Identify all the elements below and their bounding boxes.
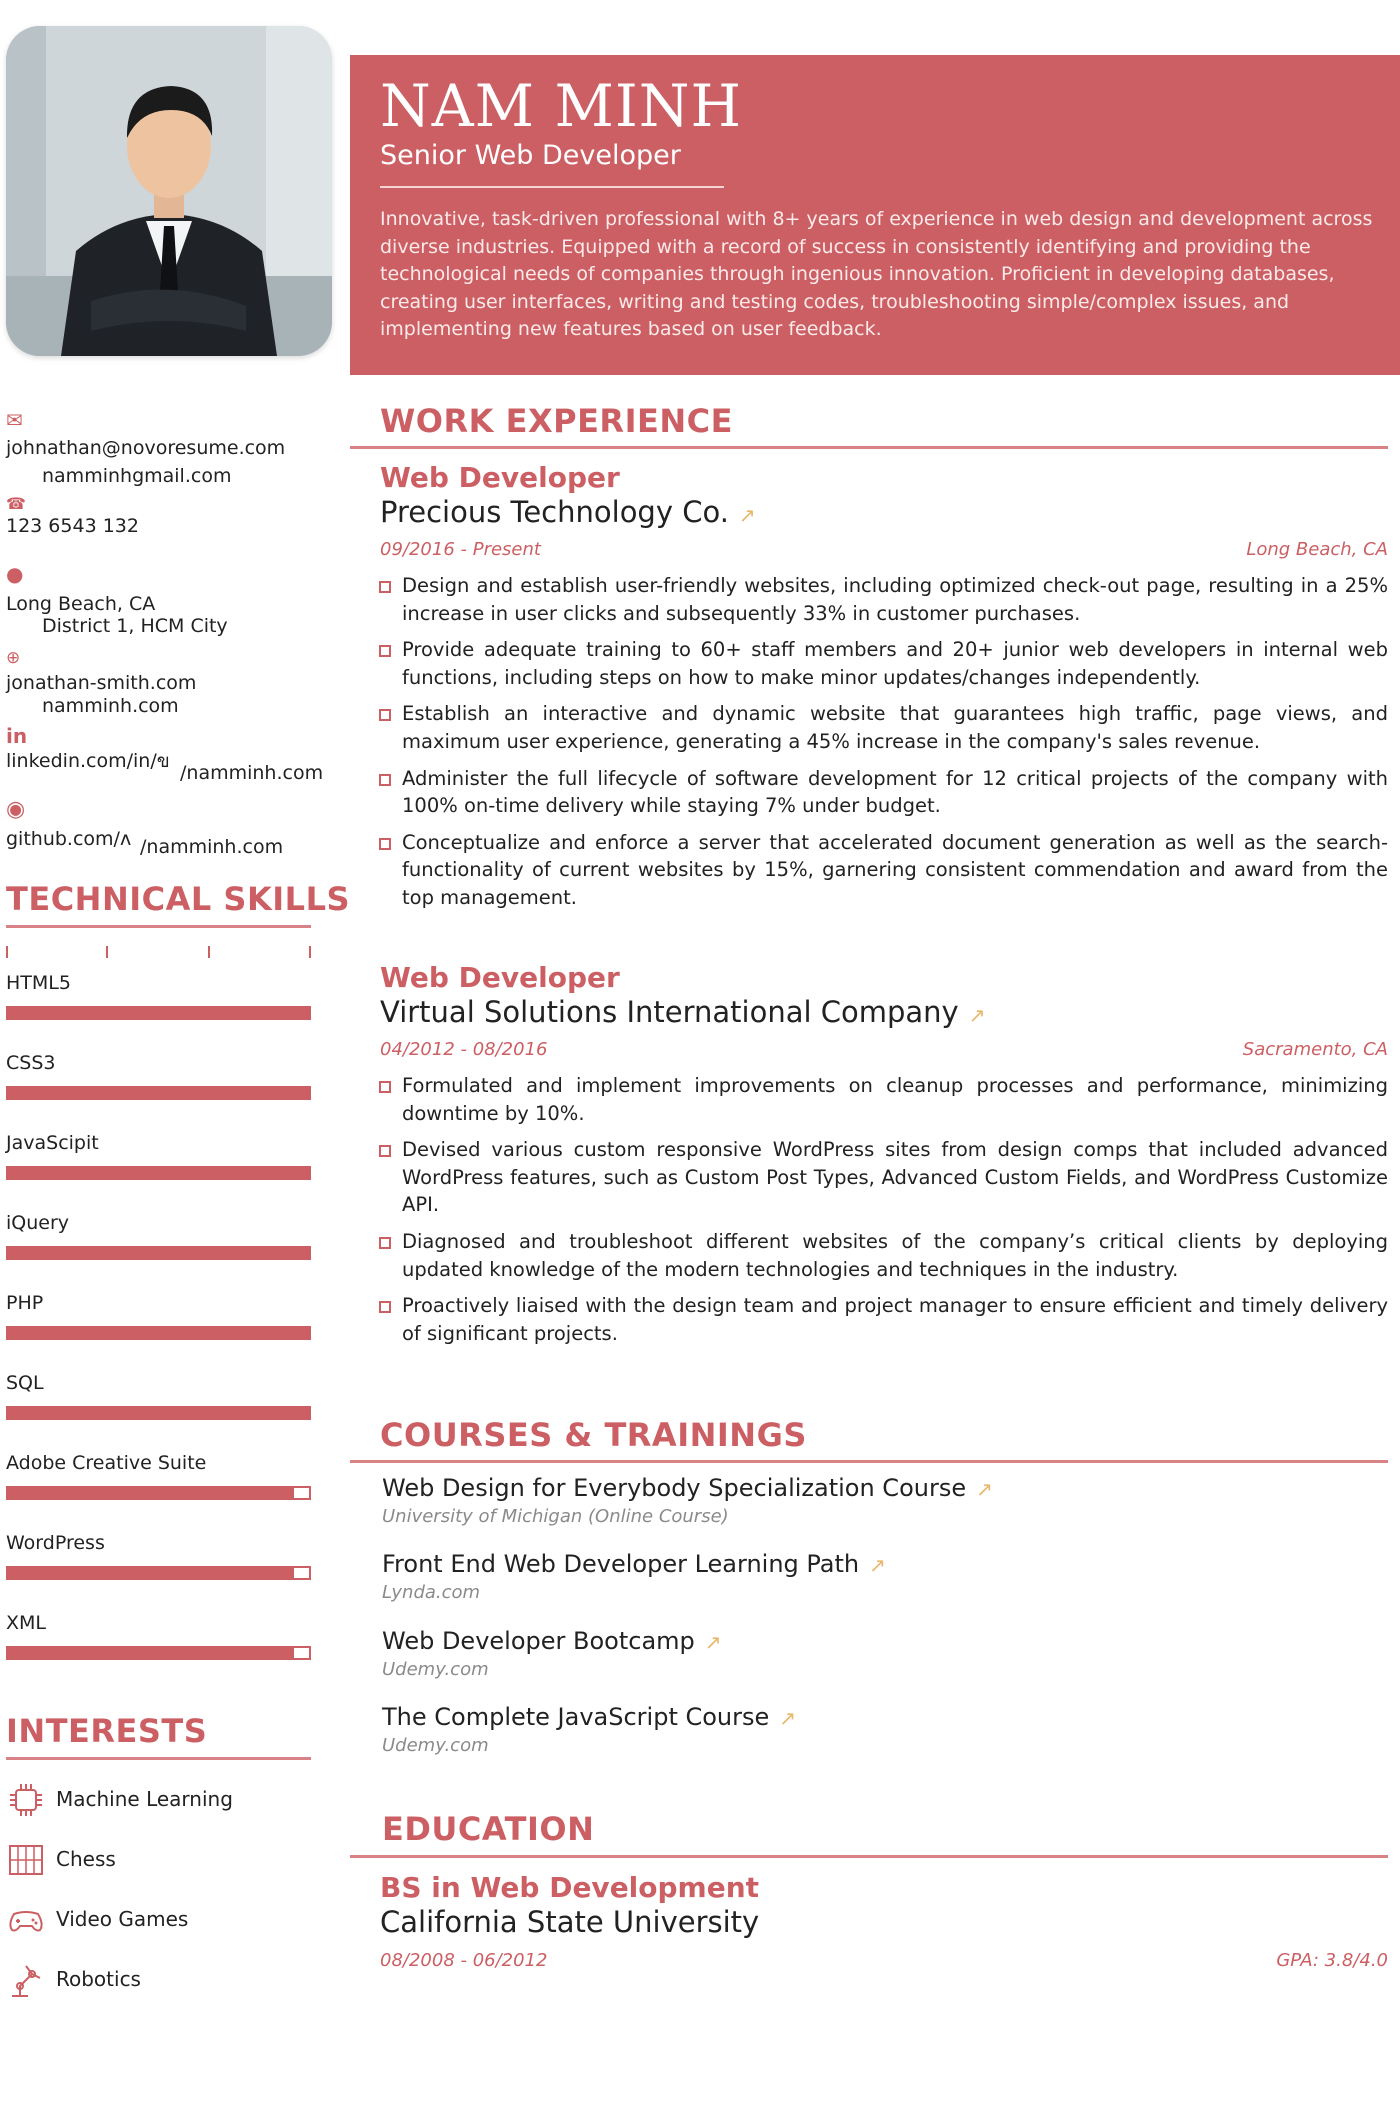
job-location: Sacramento, CA	[1242, 1039, 1388, 1060]
skill-label: PHP	[6, 1292, 44, 1314]
course-source: Udemy.com	[382, 1659, 489, 1680]
skill-label: XML	[6, 1612, 46, 1634]
github-icon: ◉	[6, 797, 26, 822]
external-link-icon[interactable]: ↗	[779, 1706, 797, 1730]
work-heading: WORK EXPERIENCE	[380, 402, 733, 440]
job-bullet: Administer the full lifecycle of software development for 12 critical projects of the company with 100% on-time delivery while staying 7% under budget.	[378, 765, 1388, 820]
contact-phone: 123 6543 132	[6, 515, 139, 537]
skill-level-fill	[8, 1008, 309, 1018]
skill-bar	[6, 1646, 311, 1660]
interest-label: Chess	[56, 1847, 116, 1871]
job-dates: 09/2016 - Present	[380, 539, 541, 560]
job-role: Web Developer	[380, 461, 620, 494]
skill-level-fill	[8, 1488, 294, 1498]
contact-location-secondary: District 1, HCM City	[42, 615, 228, 637]
skill-bar	[6, 1006, 311, 1020]
skill-level-fill	[8, 1248, 309, 1258]
job-bullet: Conceptualize and enforce a server that accelerated document generation as well as the search-functionality of current websites by 15%, garnering consistent commendation and award from the top management.	[378, 829, 1388, 912]
contact-linkedin[interactable]: linkedin.com/in/ข	[6, 750, 170, 772]
course-title-text: The Complete JavaScript Course	[382, 1703, 770, 1731]
contact-github[interactable]: github.com/ʌ	[6, 828, 132, 850]
skill-label: HTML5	[6, 972, 71, 994]
skill-level-fill	[8, 1088, 309, 1098]
contact-website-secondary[interactable]: namminh.com	[42, 695, 179, 717]
contact-location: Long Beach, CA	[6, 593, 156, 615]
job-company-name: Virtual Solutions International Company	[380, 995, 959, 1029]
skill-bar	[6, 1486, 311, 1500]
job-bullet: Proactively liaised with the design team and project manager to ensure efficient and timely delivery of significant projects.	[378, 1292, 1388, 1347]
skill-level-fill	[8, 1408, 309, 1418]
contact-email-secondary[interactable]: namminhgmail.com	[42, 465, 232, 487]
skill-label: iQuery	[6, 1212, 70, 1234]
skill-bar	[6, 1406, 311, 1420]
course-title	[382, 1550, 886, 1578]
envelope-icon: ✉	[6, 408, 23, 432]
external-link-icon[interactable]: ↗	[869, 1553, 886, 1577]
course-title-text: Front End Web Developer Learning Path	[382, 1550, 860, 1578]
course-title	[382, 1627, 722, 1655]
course-title-text: Web Design for Everybody Specialization Course	[382, 1474, 967, 1502]
skills-heading: TECHNICAL SKILLS	[6, 880, 350, 918]
job-role: Web Developer	[380, 961, 620, 994]
job-bullets	[378, 1072, 1388, 1356]
course-title	[382, 1703, 796, 1731]
courses-heading: COURSES & TRAININGS	[380, 1416, 807, 1454]
skill-scale-ticks	[6, 946, 311, 960]
job-bullet: Design and establish user-friendly websites, including optimized check-out page, resulting in a 25% increase in user clicks and subsequently 33% in customer purchases.	[378, 572, 1388, 627]
skill-level-fill	[8, 1328, 309, 1338]
globe-icon: ⊕	[6, 648, 21, 668]
job-company-name: Precious Technology Co.	[380, 495, 729, 529]
skill-bar	[6, 1566, 311, 1580]
contact-github-secondary[interactable]: /namminh.com	[140, 836, 284, 858]
courses-divider	[350, 1460, 1388, 1463]
skill-bar	[6, 1086, 311, 1100]
education-divider	[350, 1855, 1388, 1858]
interest-label: Video Games	[56, 1907, 189, 1931]
external-link-icon[interactable]: ↗	[738, 503, 756, 527]
skill-level-fill	[8, 1568, 294, 1578]
chess-board-icon	[6, 1840, 46, 1880]
external-link-icon[interactable]: ↗	[704, 1630, 722, 1654]
course-source: University of Michigan (Online Course)	[382, 1506, 729, 1527]
skill-label: JavaScipit	[6, 1132, 99, 1154]
contact-website[interactable]: jonathan-smith.com	[6, 672, 197, 694]
external-link-icon[interactable]: ↗	[968, 1003, 986, 1027]
education-gpa: GPA: 3.8/4.0	[1276, 1950, 1388, 1971]
interests-heading: INTERESTS	[6, 1712, 208, 1750]
contact-linkedin-secondary[interactable]: /namminh.com	[180, 762, 324, 784]
summary-text: Innovative, task-driven professional with 8+ years of experience in web design and development across diverse industries. Equipped with a record of success in consistently identifying and providing the technological needs of companies through ingenious innovation. Proficient in developing databases, creating user interfaces, writing and testing codes, troubleshooting simple/complex issues, and implementing new features based on user feedback.	[380, 208, 1373, 341]
course-title	[382, 1474, 993, 1502]
external-link-icon[interactable]: ↗	[976, 1477, 993, 1501]
skill-label: SQL	[6, 1372, 44, 1394]
linkedin-icon: in	[6, 724, 28, 748]
skill-bar	[6, 1246, 311, 1260]
education-dates: 08/2008 - 06/2012	[380, 1950, 548, 1971]
job-company	[380, 995, 985, 1029]
interest-label: Machine Learning	[56, 1787, 233, 1811]
work-divider	[350, 446, 1388, 449]
job-bullet: Formulated and implement improvements on cleanup processes and performance, minimizing downtime by 10%.	[378, 1072, 1388, 1127]
job-bullet: Diagnosed and troubleshoot different websites of the company’s critical clients by deploying updated knowledge of the modern technologies and techniques in the industry.	[378, 1228, 1388, 1283]
job-company	[380, 495, 756, 529]
school-name: California State University	[380, 1905, 760, 1939]
gamepad-icon	[6, 1900, 46, 1940]
degree-title: BS in Web Development	[380, 1871, 760, 1904]
phone-icon: ☎	[6, 494, 26, 513]
course-source: Lynda.com	[382, 1582, 481, 1603]
skill-label: WordPress	[6, 1532, 105, 1554]
skill-level-fill	[8, 1648, 294, 1658]
skill-bar	[6, 1326, 311, 1340]
profile-photo	[6, 26, 332, 356]
education-heading: EDUCATION	[382, 1810, 595, 1848]
contact-email[interactable]: johnathan@novoresume.com	[6, 437, 286, 459]
job-dates: 04/2012 - 08/2016	[380, 1039, 548, 1060]
title-divider	[380, 186, 724, 188]
chip-icon	[6, 1780, 46, 1820]
skill-bar	[6, 1166, 311, 1180]
job-bullet: Devised various custom responsive WordPress sites from design comps that included advanced WordPress features, such as Custom Post Types, Advanced Custom Fields, and WordPress Customize API.	[378, 1136, 1388, 1219]
interest-label: Robotics	[56, 1967, 141, 1991]
course-source: Udemy.com	[382, 1735, 489, 1756]
skill-level-fill	[8, 1168, 309, 1178]
interests-divider	[6, 1757, 311, 1760]
candidate-title: Senior Web Developer	[380, 140, 681, 171]
job-location: Long Beach, CA	[1246, 539, 1388, 560]
skill-label: Adobe Creative Suite	[6, 1452, 207, 1474]
robot-arm-icon	[6, 1960, 46, 2000]
job-bullets	[378, 572, 1388, 921]
course-title-text: Web Developer Bootcamp	[382, 1627, 695, 1655]
skills-divider	[6, 925, 311, 928]
job-bullet: Provide adequate training to 60+ staff members and 20+ junior web developers in internal web functions, including steps on how to make minor updates/changes independently.	[378, 636, 1388, 691]
candidate-name: NAM MINH	[380, 72, 743, 140]
job-bullet: Establish an interactive and dynamic website that guarantees high traffic, page views, and maximum user experience, generating a 45% increase in the company's sales revenue.	[378, 700, 1388, 755]
skill-label: CSS3	[6, 1052, 56, 1074]
map-pin-icon: ●	[6, 562, 24, 586]
